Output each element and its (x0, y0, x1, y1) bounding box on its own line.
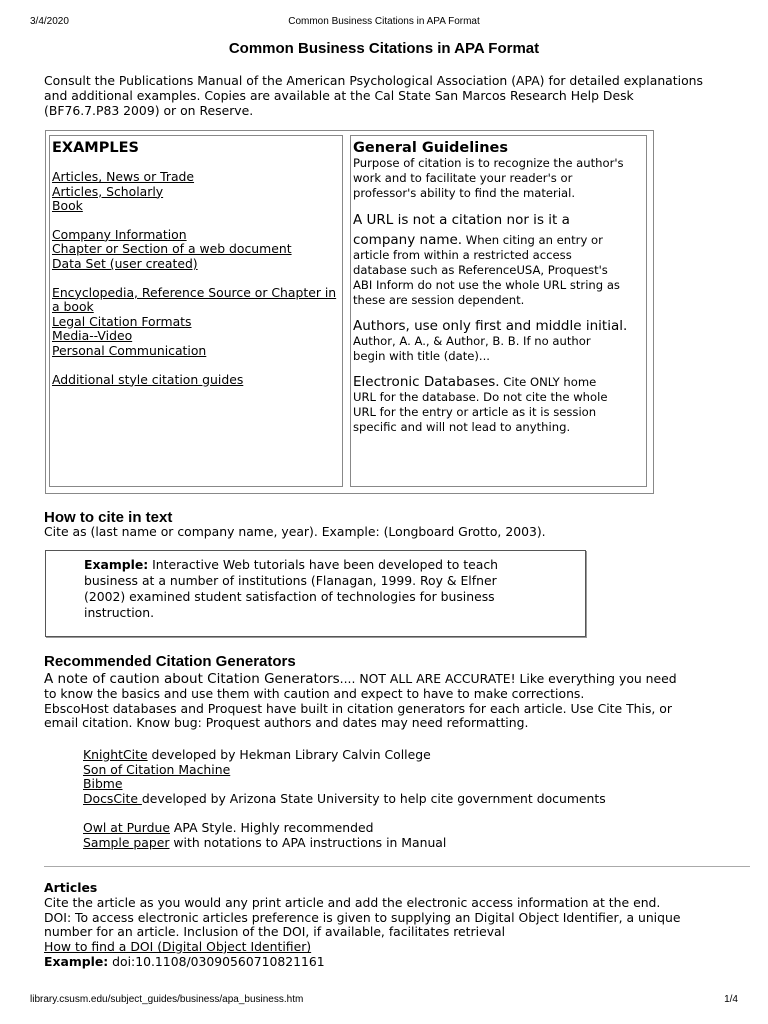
link-articles-scholarly[interactable]: Articles, Scholarly (52, 183, 164, 199)
url-text-line: article from within a restricted access (353, 248, 572, 262)
examples-cell (49, 135, 343, 487)
link-encyclopedia[interactable]: Encyclopedia, Reference Source or Chapter in (52, 284, 337, 300)
footer-url: library.csusm.edu/subject_guides/business/apa_business.htm (30, 994, 304, 1005)
generators-caution (44, 672, 744, 731)
caution-line: email citation. Know bug: Proquest authors and dates may need reformatting. (44, 715, 529, 731)
caution-text-start: .... NOT ALL ARE ACCURATE! Like everything you need (339, 671, 677, 686)
link-knightcite[interactable]: KnightCite (83, 747, 148, 762)
url-text-line: database such as ReferenceUSA, Proquest's (353, 263, 608, 277)
edb-text-start: Cite ONLY home (499, 375, 597, 389)
guidelines-heading: General Guidelines (353, 140, 508, 156)
url-heading: A URL is not a citation nor is it a (353, 212, 570, 228)
articles-section (44, 881, 744, 970)
tool-desc: developed by Arizona State University to help cite government documents (141, 790, 606, 806)
url-text-start: When citing an entry or (462, 233, 603, 247)
link-find-doi[interactable]: How to find a DOI (Digital Object Identifier) (44, 939, 312, 955)
example-text (84, 557, 554, 621)
authors-text-line: begin with title (date)... (353, 349, 490, 363)
example-line: (2002) examined student satisfaction of technologies for business (84, 589, 495, 604)
cite-text-line: Cite as (last name or company name, year). Example: (Longboard Grotto, 2003). (44, 524, 546, 539)
generator-tools-list-2 (83, 821, 723, 850)
edb-heading: Electronic Databases. (353, 374, 500, 390)
link-bibme[interactable]: Bibme (83, 776, 123, 792)
articles-example-label: Example: (44, 953, 109, 969)
url-text-line: ABI Inform do not use the whole URL string as (353, 278, 620, 292)
link-legal-citation[interactable]: Legal Citation Formats (52, 313, 192, 329)
authors-heading: Authors, use only first and middle initial. (353, 318, 628, 334)
link-articles-news[interactable]: Articles, News or Trade (52, 169, 195, 184)
link-additional-guides[interactable]: Additional style citation guides (52, 371, 244, 387)
example-label: Example: (84, 557, 149, 572)
intro-line: (BF76.7.P83 2009) or on Reserve. (44, 103, 254, 118)
tool-desc: developed by Hekman Library Calvin College (147, 747, 431, 762)
caution-line: to know the basics and use them with caution and expect to have to make corrections. (44, 685, 585, 701)
articles-line: DOI: To access electronic articles preference is given to supplying an Digital Object Identifier, a unique (44, 909, 681, 925)
print-footer (30, 994, 738, 1008)
print-header (30, 16, 738, 30)
print-title: Common Business Citations in APA Format (288, 16, 480, 27)
link-encyclopedia-cont[interactable]: a book (52, 299, 94, 315)
edb-text-line: URL for the database. Do not cite the whole (353, 390, 608, 404)
caution-line: EbscoHost databases and Proquest have built in citation generators for each article. Use Cite This, or (44, 700, 672, 716)
link-personal-communication[interactable]: Personal Communication (52, 342, 207, 358)
link-data-set[interactable]: Data Set (user created) (52, 255, 198, 271)
link-sample-paper[interactable]: Sample paper (83, 834, 170, 850)
link-book[interactable]: Book (52, 198, 83, 214)
link-company-information[interactable]: Company Information (52, 226, 187, 242)
print-date: 3/4/2020 (30, 16, 69, 27)
examples-heading: EXAMPLES (52, 140, 139, 156)
link-media-video[interactable]: Media--Video (52, 328, 133, 344)
generator-tools-list (83, 748, 723, 806)
purpose-text (353, 156, 644, 201)
example-box (45, 550, 586, 637)
authors-text-line: Author, A. A., & Author, B. B. If no author (353, 334, 591, 348)
link-docscite[interactable]: DocsCite (83, 790, 142, 806)
purpose-line: professor's ability to find the material. (353, 186, 576, 200)
link-chapter-web-document[interactable]: Chapter or Section of a web document (52, 241, 292, 257)
cite-text-heading: How to cite in text (44, 509, 173, 526)
example-line: business at a number of institutions (Flanagan, 1999. Roy & Elfner (84, 573, 497, 588)
page-title: Common Business Citations in APA Format (228, 40, 540, 57)
link-son-of-citation-machine[interactable]: Son of Citation Machine (83, 761, 231, 777)
guidelines-cell (350, 135, 647, 487)
intro-line: Consult the Publications Manual of the American Psychological Association (APA) for detailed explanations (44, 73, 703, 88)
edb-guideline (353, 374, 644, 435)
examples-guidelines-table (45, 130, 654, 494)
authors-guideline (353, 318, 644, 364)
tool-desc: APA Style. Highly recommended (169, 820, 374, 835)
section-divider (44, 866, 750, 867)
intro-line: and additional examples. Copies are available at the Cal State San Marcos Research Help Desk (44, 88, 634, 103)
edb-text-line: specific and will not lead to anything. (353, 420, 571, 434)
edb-text-line: URL for the entry or article as it is session (353, 405, 597, 419)
example-line: instruction. (84, 605, 155, 620)
purpose-line: Purpose of citation is to recognize the author's (353, 156, 624, 170)
url-heading-2: company name. (353, 232, 463, 248)
articles-heading: Articles (44, 880, 98, 895)
articles-line: Cite the article as you would any print article and add the electronic access information at the end. (44, 894, 661, 910)
articles-line: number for an article. Inclusion of the DOI, if available, facilitates retrieval (44, 924, 506, 940)
caution-heading: A note of caution about Citation Generators (44, 671, 340, 687)
generators-heading: Recommended Citation Generators (44, 653, 296, 670)
url-text-line: these are session dependent. (353, 293, 525, 307)
purpose-line: work and to facilitate your reader's or (353, 171, 573, 185)
intro-paragraph (44, 73, 734, 118)
link-owl-purdue[interactable]: Owl at Purdue (83, 820, 170, 835)
example-first: Interactive Web tutorials have been developed to teach (148, 557, 499, 572)
url-guideline (353, 212, 644, 308)
footer-page: 1/4 (724, 994, 738, 1005)
articles-example-value: doi:10.1108/03090560710821161 (108, 953, 325, 969)
tool-desc: with notations to APA instructions in Manual (169, 834, 447, 850)
